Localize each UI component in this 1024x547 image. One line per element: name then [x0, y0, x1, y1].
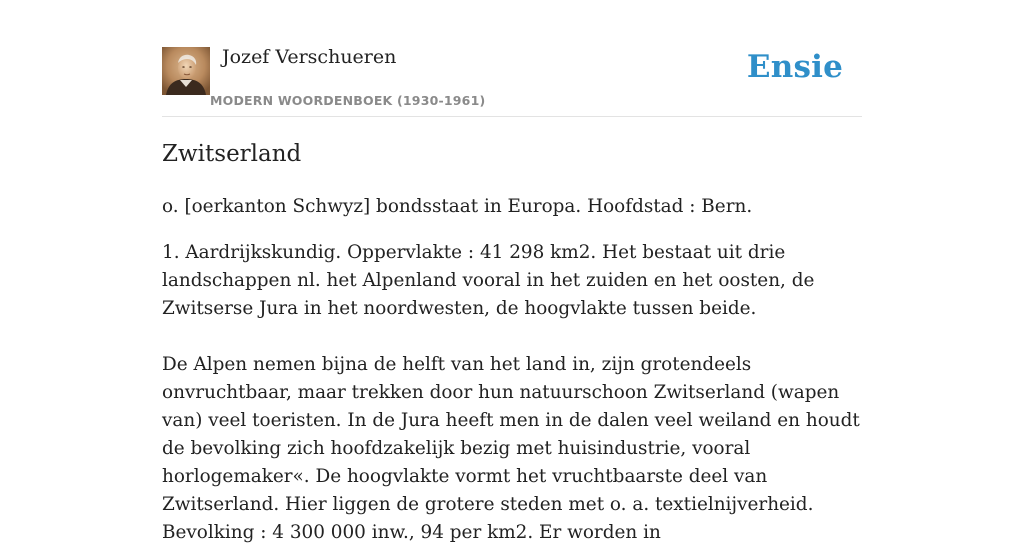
- book-title[interactable]: MODERN WOORDENBOEK (1930-1961): [210, 93, 486, 108]
- author-name[interactable]: Jozef Verschueren: [222, 46, 397, 68]
- page-header: [162, 44, 862, 117]
- entry-definition: o. [oerkanton Schwyz] bondsstaat in Europa. Hoofdstad : Bern.: [162, 196, 753, 217]
- entry-paragraph: De Alpen nemen bijna de helft van het land in, zijn grotendeels onvruchtbaar, maar trekken door hun natuurschoon Zwitserland (wapen van) veel toeristen. In de Jura heeft men in de dalen veel weiland en houdt de bevolking zich hoofdzakelijk bezig met huisindustrie, vooral horlogemaker«. De hoogvlakte vormt het vruchtbaarste deel van Zwitserland. Hier liggen de grotere steden met o. a. textielnijverheid. Bevolking : 4 300 000 inw., 94 per km2. Er worden in: [162, 354, 860, 543]
- entry-content: [162, 136, 862, 547]
- entry-title: Zwitserland: [162, 141, 302, 167]
- author-portrait-icon: [162, 47, 210, 95]
- ensie-logo[interactable]: Ensie: [746, 49, 843, 85]
- entry-paragraph: 1. Aardrijkskundig. Oppervlakte : 41 298 km2. Het bestaat uit drie landschappen nl. het Alpenland vooral in het zuiden en het oosten, de Zwitserse Jura in het noordwesten, de hoogvlakte tussen beide.: [162, 242, 815, 319]
- author-avatar[interactable]: [162, 47, 210, 95]
